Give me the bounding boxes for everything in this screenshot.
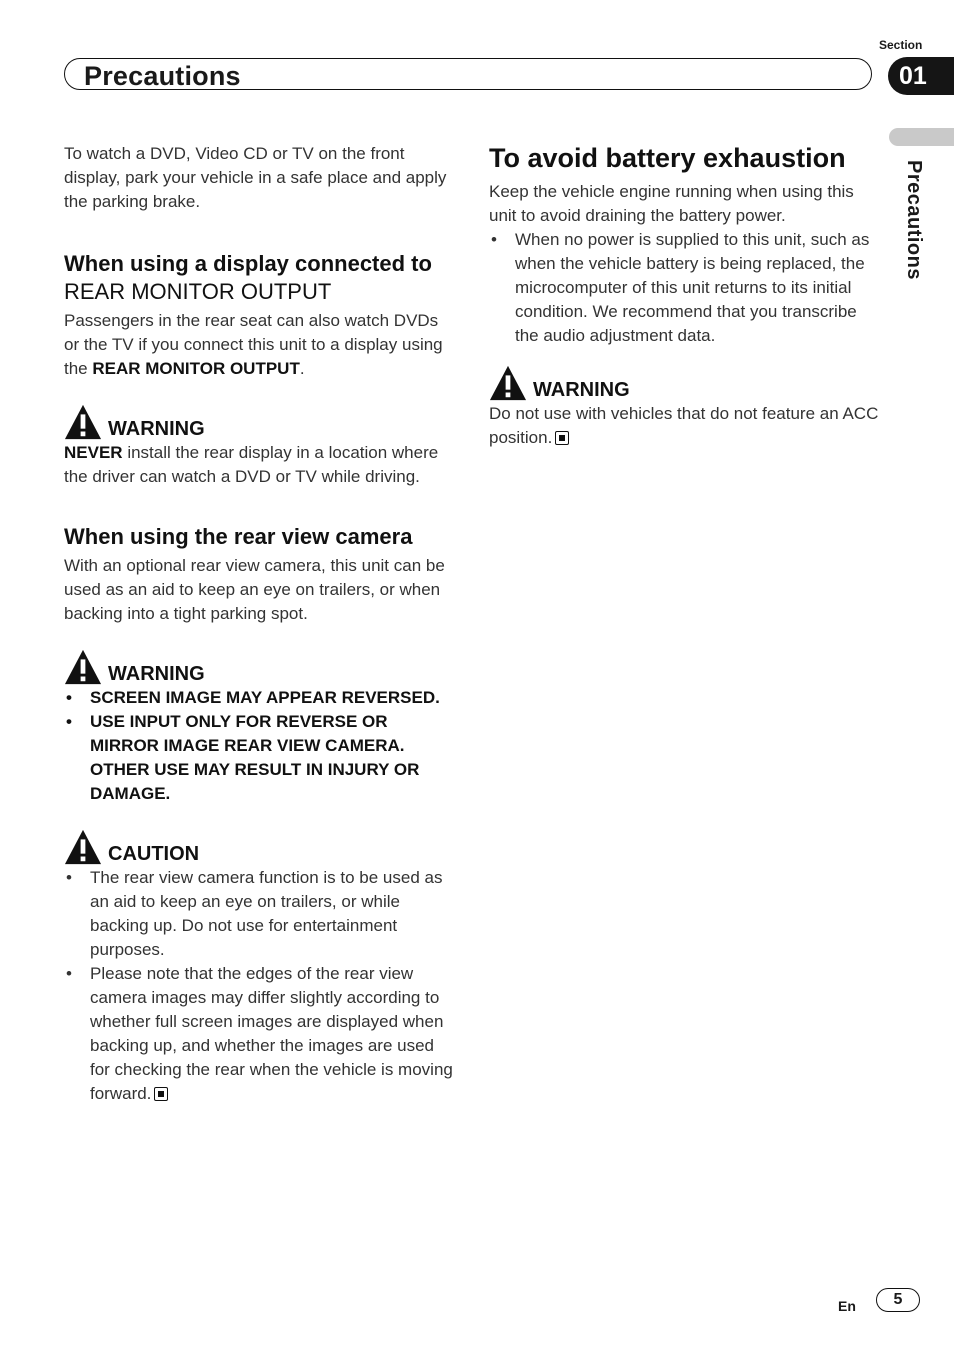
list-item: • USE INPUT ONLY FOR REVERSE OR MIRROR IMAGE REAR VIEW CAMERA. OTHER USE MAY RESULT IN INJURY OR DAMAGE. xyxy=(64,710,456,806)
list-item xyxy=(64,962,456,1106)
intro-paragraph: To watch a DVD, Video CD or TV on the front display, park your vehicle in a safe place and apply the parking brake. xyxy=(64,144,447,211)
warning-3-header xyxy=(489,364,879,402)
section-number-badge: 01 xyxy=(888,57,954,95)
caution-label: CAUTION xyxy=(108,843,200,865)
end-mark-icon xyxy=(154,1087,168,1101)
side-tab-label: Precautions xyxy=(903,160,925,280)
warning-1-header xyxy=(64,403,456,441)
caution-item-2-text: Please note that the edges of the rear view camera images may differ slightly according to whether full screen images are displayed when backing up, and whether the images are used for checking the rear when the vehicle is moving forward. xyxy=(90,964,453,1103)
warning-2-header xyxy=(64,648,456,686)
caution-icon xyxy=(64,828,102,866)
list-item: • The rear view camera function is to be used as an aid to keep an eye on trailers, or while backing up. Do not use for entertainment purposes. xyxy=(64,866,456,962)
display-body-bold: REAR MONITOR OUTPUT xyxy=(92,359,300,378)
page-number: 5 xyxy=(876,1288,920,1312)
warning-2-label: WARNING xyxy=(108,663,205,685)
display-paragraph xyxy=(64,309,456,381)
battery-heading: To avoid battery exhaustion xyxy=(489,143,846,173)
warning-icon xyxy=(64,403,102,441)
camera-paragraph: With an optional rear view camera, this unit can be used as an aid to keep an eye on trailers, or when backing into a tight parking spot. xyxy=(64,556,445,623)
camera-heading: When using the rear view camera xyxy=(64,524,413,549)
side-tab-bar xyxy=(889,128,954,146)
display-heading xyxy=(64,250,456,306)
page-title: Precautions xyxy=(84,61,241,91)
warning-1-body: install the rear display in a location where the driver can watch a DVD or TV while driving. xyxy=(64,443,439,486)
warning-1-label: WARNING xyxy=(108,418,205,440)
warning-3-label: WARNING xyxy=(533,379,630,401)
warning-3-text: Do not use with vehicles that do not feature an ACC position. xyxy=(489,404,879,447)
left-column xyxy=(64,142,456,1106)
warning-1-text xyxy=(64,441,456,489)
list-item: • SCREEN IMAGE MAY APPEAR REVERSED. xyxy=(64,686,456,710)
display-heading-bold: When using a display connected to xyxy=(64,251,432,276)
warning-icon xyxy=(489,364,527,402)
display-heading-rest: REAR MONITOR OUTPUT xyxy=(64,279,332,304)
warning-icon xyxy=(64,648,102,686)
end-mark-icon xyxy=(555,431,569,445)
warning-3-paragraph xyxy=(489,402,879,450)
battery-list xyxy=(489,228,879,348)
battery-paragraph: Keep the vehicle engine running when using this unit to avoid draining the battery power. xyxy=(489,182,854,225)
language-label: En xyxy=(838,1298,856,1314)
right-column xyxy=(489,141,879,450)
warning-2-list xyxy=(64,686,456,806)
display-body-text: Passengers in the rear seat can also watch DVDs or the TV if you connect this unit to a display using the xyxy=(64,311,443,378)
warning-1-never: NEVER xyxy=(64,443,123,462)
list-item: • When no power is supplied to this unit, such as when the vehicle battery is being replaced, the microcomputer of this unit returns to its initial condition. We recommend that you transcribe the audio adjustment data. xyxy=(489,228,879,348)
section-label: Section xyxy=(879,38,923,52)
caution-header xyxy=(64,828,456,866)
caution-list xyxy=(64,866,456,1106)
display-body-post: . xyxy=(299,359,305,378)
